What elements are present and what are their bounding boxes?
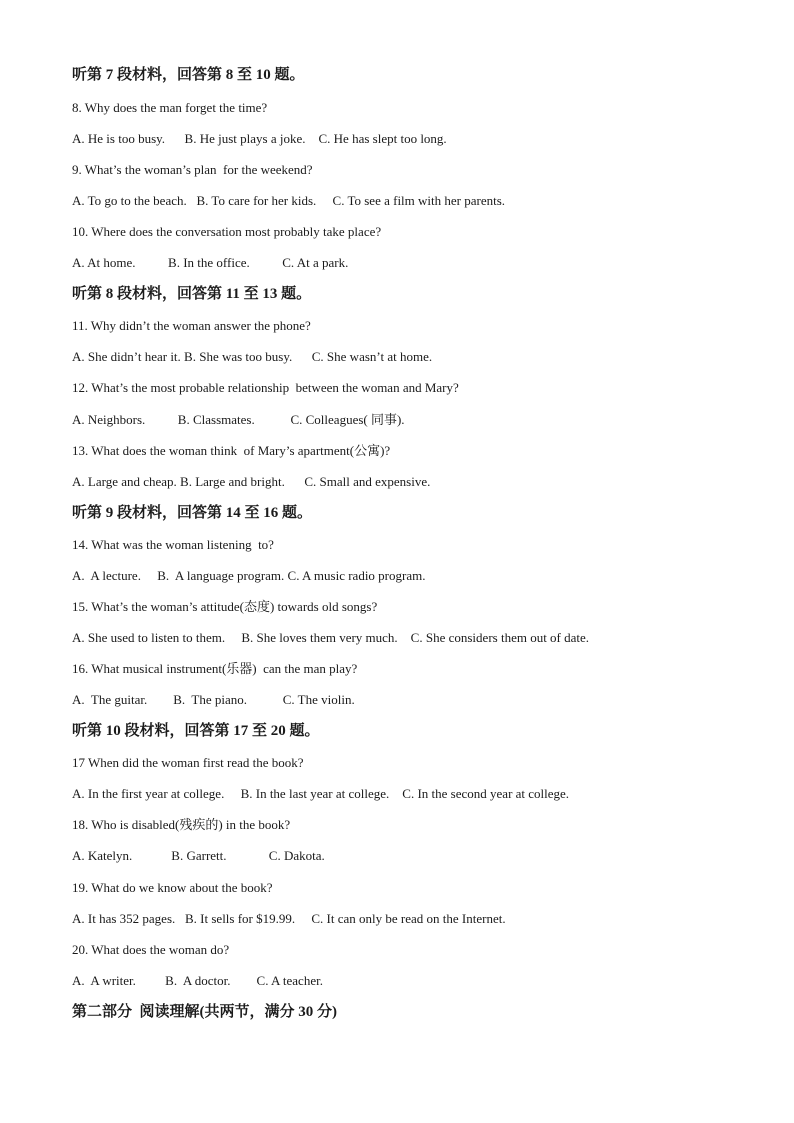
options-19: A. It has 352 pages. B. It sells for $19.99. C. It can only be read on the Internet.: [72, 911, 506, 926]
options-9: A. To go to the beach. B. To care for her kids. C. To see a film with her parents.: [72, 193, 506, 208]
section-heading-7: 听第 7 段材料，回答第 8 至 10 题。: [72, 67, 305, 83]
options-8: A. He is too busy. B. He just plays a joke. C. He has slept too long.: [72, 131, 447, 146]
options-11: A. She didn’t hear it. B. She was too busy. C. She wasn’t at home.: [72, 349, 433, 364]
part-two-heading: 第二部分 阅读理解(共两节，满分 30 分): [72, 1004, 337, 1020]
question-12: 12. What’s the most probable relationship between the woman and Mary?: [72, 380, 459, 395]
question-10: 10. Where does the conversation most probably take place?: [72, 224, 382, 239]
options-10: A. At home. B. In the office. C. At a park.: [72, 255, 349, 270]
options-13: A. Large and cheap. B. Large and bright. C. Small and expensive.: [72, 474, 431, 489]
question-18: 18. Who is disabled(残疾的) in the book?: [72, 817, 291, 832]
options-15: A. She used to listen to them. B. She loves them very much. C. She considers them out of date.: [72, 630, 590, 645]
question-8: 8. Why does the man forget the time?: [72, 100, 268, 115]
question-20: 20. What does the woman do?: [72, 942, 230, 957]
question-9: 9. What’s the woman’s plan for the weekend?: [72, 162, 313, 177]
question-17: 17 When did the woman first read the book?: [72, 755, 304, 770]
options-17: A. In the first year at college. B. In the last year at college. C. In the second year at college.: [72, 786, 570, 801]
section-heading-8: 听第 8 段材料，回答第 11 至 13 题。: [72, 286, 312, 302]
options-14: A. A lecture. B. A language program. C. A music radio program.: [72, 568, 426, 583]
options-20: A. A writer. B. A doctor. C. A teacher.: [72, 973, 323, 988]
question-14: 14. What was the woman listening to?: [72, 537, 274, 552]
section-heading-10: 听第 10 段材料，回答第 17 至 20 题。: [72, 723, 320, 739]
options-18: A. Katelyn. B. Garrett. C. Dakota.: [72, 848, 325, 863]
section-heading-9: 听第 9 段材料，回答第 14 至 16 题。: [72, 505, 313, 521]
question-15: 15. What’s the woman’s attitude(态度) towards old songs?: [72, 599, 378, 614]
options-16: A. The guitar. B. The piano. C. The violin.: [72, 692, 355, 707]
options-12: A. Neighbors. B. Classmates. C. Colleagues( 同事).: [72, 412, 405, 427]
question-13: 13. What does the woman think of Mary’s apartment(公寓)?: [72, 443, 391, 458]
question-16: 16. What musical instrument(乐器) can the man play?: [72, 661, 358, 676]
question-19: 19. What do we know about the book?: [72, 880, 273, 895]
question-11: 11. Why didn’t the woman answer the phone?: [72, 318, 311, 333]
